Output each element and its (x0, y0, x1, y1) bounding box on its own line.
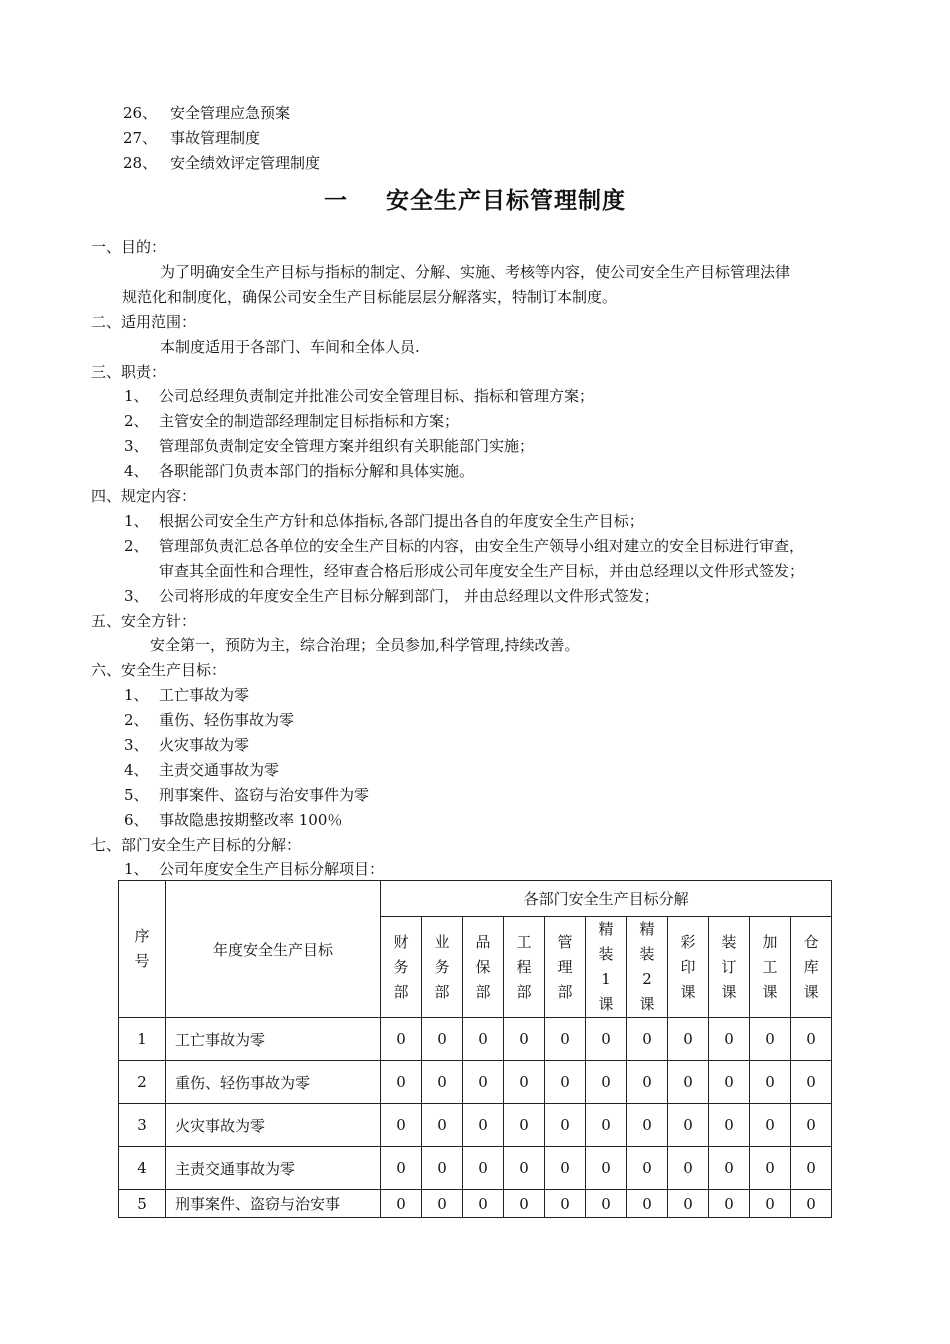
header-department-char: 精 (598, 920, 614, 938)
row-value: 0 (463, 1147, 504, 1190)
list-item (124, 586, 659, 606)
section-heading-scope: 二、适用范围： (91, 313, 197, 331)
list-number: 5、 (124, 786, 149, 804)
header-department (709, 917, 750, 1018)
list-number: 2、 (124, 412, 149, 430)
row-seq: 3 (119, 1104, 166, 1147)
list-text: 主管安全的制造部经理制定目标指标和方案； (159, 412, 460, 430)
row-target: 主责交通事故为零 (166, 1147, 381, 1190)
purpose-text-line: 为了明确安全生产目标与指标的制定、分解、实施、考核等内容，使公司安全生产目标管理法律 (160, 263, 791, 281)
header-department-char: 管 (557, 932, 573, 951)
list-text: 重伤、轻伤事故为零 (159, 711, 295, 729)
row-value: 0 (586, 1018, 627, 1061)
toc-item (123, 153, 320, 173)
row-value: 0 (586, 1061, 627, 1104)
row-value: 0 (381, 1190, 422, 1218)
header-department-char: 课 (762, 982, 778, 1001)
list-item (124, 735, 249, 755)
purpose-text-line: 规范化和制度化，确保公司安全生产目标能层层分解落实，特制订本制度。 (122, 288, 618, 306)
toc-number: 26、 (123, 104, 158, 122)
row-value: 0 (463, 1018, 504, 1061)
header-department-char: 课 (680, 982, 696, 1001)
header-department (586, 917, 627, 1018)
list-item (124, 536, 804, 556)
table-header-row (119, 881, 832, 917)
header-department-char: 部 (434, 982, 450, 1001)
list-text: 管理部负责制定安全管理方案并组织有关职能部门实施； (159, 437, 535, 455)
row-target: 刑事案件、盗窃与治安事 (166, 1190, 381, 1218)
header-department-char: 业 (434, 932, 450, 951)
header-seq-char: 序 (134, 927, 150, 945)
row-seq: 4 (119, 1147, 166, 1190)
row-value: 0 (750, 1018, 791, 1061)
list-text: 火灾事故为零 (159, 736, 250, 754)
row-value: 0 (422, 1018, 463, 1061)
row-value: 0 (504, 1147, 545, 1190)
row-value: 0 (709, 1061, 750, 1104)
row-value: 0 (545, 1147, 586, 1190)
header-department-char: 课 (803, 982, 819, 1001)
row-value: 0 (422, 1061, 463, 1104)
toc-text: 安全绩效评定管理制度 (170, 154, 321, 172)
row-value: 0 (791, 1061, 832, 1104)
header-department-char: 印 (680, 957, 696, 976)
header-department (504, 917, 545, 1018)
section-heading-duties: 三、职责： (91, 363, 167, 381)
list-number: 2、 (124, 537, 149, 555)
list-text: 根据公司安全生产方针和总体指标,各部门提出各自的年度安全生产目标； (159, 512, 644, 530)
list-number: 4、 (124, 462, 149, 480)
row-value: 0 (504, 1104, 545, 1147)
page-title (0, 186, 950, 216)
table-row (119, 1018, 832, 1061)
list-number: 3、 (124, 587, 149, 605)
list-item (124, 461, 474, 481)
section-heading-purpose: 一、目的： (91, 238, 167, 256)
row-value: 0 (422, 1190, 463, 1218)
department-targets-table (118, 880, 832, 1218)
header-department-char: 2 (642, 970, 652, 988)
row-value: 0 (627, 1147, 668, 1190)
header-department-char: 装 (598, 945, 614, 963)
row-value: 0 (668, 1104, 709, 1147)
header-department-char: 品 (475, 932, 491, 951)
list-number: 1、 (124, 387, 149, 405)
list-text: 工亡事故为零 (159, 686, 250, 704)
list-text: 公司年度安全生产目标分解项目： (159, 860, 385, 878)
header-department (422, 917, 463, 1018)
header-seq (119, 881, 166, 1018)
scope-text: 本制度适用于各部门、车间和全体人员. (160, 338, 420, 356)
row-value: 0 (586, 1147, 627, 1190)
row-value: 0 (627, 1190, 668, 1218)
toc-item (123, 128, 260, 148)
header-department-char: 彩 (680, 932, 696, 951)
row-value: 0 (381, 1104, 422, 1147)
header-department-char: 工 (516, 932, 532, 951)
header-department-char: 财 (393, 932, 409, 951)
list-number: 1、 (124, 860, 149, 878)
row-value: 0 (381, 1018, 422, 1061)
list-text: 主责交通事故为零 (159, 761, 280, 779)
header-department (627, 917, 668, 1018)
toc-text: 事故管理制度 (170, 129, 261, 147)
header-department-char: 课 (639, 995, 655, 1013)
row-value: 0 (668, 1147, 709, 1190)
title-number: 一 (324, 188, 348, 214)
header-department-char: 仓 (803, 932, 819, 951)
header-department-char: 部 (516, 982, 532, 1001)
row-value: 0 (586, 1104, 627, 1147)
row-seq: 1 (119, 1018, 166, 1061)
list-number: 3、 (124, 736, 149, 754)
header-department-char: 工 (762, 957, 778, 976)
list-text: 管理部负责汇总各单位的安全生产目标的内容，由安全生产领导小组对建立的安全目标进行审查， (159, 537, 805, 555)
section-heading-breakdown: 七、部门安全生产目标的分解： (91, 836, 302, 854)
header-department-char: 课 (721, 982, 737, 1001)
title-text: 安全生产目标管理制度 (386, 188, 626, 214)
header-department-char: 务 (393, 957, 409, 976)
list-text: 刑事案件、盗窃与治安事件为零 (159, 786, 370, 804)
list-item (124, 859, 384, 879)
policy-text: 安全第一，预防为主，综合治理；全员参加,科学管理,持续改善。 (150, 636, 580, 654)
row-value: 0 (422, 1147, 463, 1190)
header-annual-target: 年度安全生产目标 (166, 881, 381, 1018)
toc-text: 安全管理应急预案 (170, 104, 291, 122)
header-seq-char: 号 (134, 952, 150, 970)
list-text: 各职能部门负责本部门的指标分解和具体实施。 (159, 462, 475, 480)
list-number: 1、 (124, 686, 149, 704)
row-value: 0 (668, 1190, 709, 1218)
list-item (124, 511, 644, 531)
header-department-char: 务 (434, 957, 450, 976)
row-value: 0 (504, 1061, 545, 1104)
header-department-char: 课 (598, 995, 614, 1013)
row-value: 0 (709, 1018, 750, 1061)
toc-number: 28、 (123, 154, 158, 172)
row-value: 0 (381, 1147, 422, 1190)
row-value: 0 (668, 1018, 709, 1061)
row-value: 0 (545, 1190, 586, 1218)
toc-item (123, 103, 290, 123)
row-value: 0 (504, 1018, 545, 1061)
section-heading-rules: 四、规定内容： (91, 487, 197, 505)
header-department (791, 917, 832, 1018)
list-number: 4、 (124, 761, 149, 779)
row-value: 0 (709, 1190, 750, 1218)
toc-number: 27、 (123, 129, 158, 147)
row-value: 0 (627, 1104, 668, 1147)
list-text: 公司将形成的年度安全生产目标分解到部门， 并由总经理以文件形式签发； (159, 587, 659, 605)
list-text: 事故隐患按期整改率 100％ (159, 811, 343, 829)
row-target: 重伤、轻伤事故为零 (166, 1061, 381, 1104)
section-heading-policy: 五、安全方针： (91, 612, 197, 630)
header-department-char: 精 (639, 920, 655, 938)
header-department-char: 装 (721, 932, 737, 951)
header-department-char: 程 (516, 957, 532, 976)
list-number: 1、 (124, 512, 149, 530)
list-number: 6、 (124, 811, 149, 829)
header-department-char: 部 (393, 982, 409, 1001)
row-value: 0 (545, 1061, 586, 1104)
table-row (119, 1147, 832, 1190)
row-value: 0 (463, 1190, 504, 1218)
header-department-char: 装 (639, 945, 655, 963)
row-value: 0 (791, 1190, 832, 1218)
row-value: 0 (750, 1190, 791, 1218)
table-row (119, 1061, 832, 1104)
header-department (750, 917, 791, 1018)
header-department (381, 917, 422, 1018)
list-text-continuation: 审查其全面性和合理性，经审查合格后形成公司年度安全生产目标，并由总经理以文件形式签发； (159, 562, 805, 580)
header-department-char: 加 (762, 932, 778, 951)
table-row (119, 1190, 832, 1218)
row-value: 0 (545, 1018, 586, 1061)
row-value: 0 (627, 1018, 668, 1061)
row-value: 0 (668, 1061, 709, 1104)
row-value: 0 (504, 1190, 545, 1218)
table-row (119, 1104, 832, 1147)
row-value: 0 (709, 1147, 750, 1190)
header-department-char: 保 (475, 957, 491, 976)
row-value: 0 (709, 1104, 750, 1147)
section-heading-goals: 六、安全生产目标： (91, 661, 227, 679)
row-value: 0 (627, 1061, 668, 1104)
header-department (463, 917, 504, 1018)
header-department-char: 理 (557, 957, 573, 976)
header-department-char: 订 (721, 957, 737, 976)
list-item (124, 710, 294, 730)
row-value: 0 (545, 1104, 586, 1147)
row-value: 0 (750, 1147, 791, 1190)
row-value: 0 (791, 1018, 832, 1061)
row-value: 0 (750, 1061, 791, 1104)
row-value: 0 (422, 1104, 463, 1147)
row-value: 0 (791, 1147, 832, 1190)
header-department-char: 部 (475, 982, 491, 1001)
row-seq: 5 (119, 1190, 166, 1218)
row-value: 0 (791, 1104, 832, 1147)
list-text: 公司总经理负责制定并批准公司安全管理目标、指标和管理方案； (159, 387, 595, 405)
list-item (124, 685, 249, 705)
list-item (124, 760, 279, 780)
row-seq: 2 (119, 1061, 166, 1104)
header-department (545, 917, 586, 1018)
list-item (124, 436, 534, 456)
header-department-breakdown: 各部门安全生产目标分解 (381, 881, 832, 917)
row-target: 工亡事故为零 (166, 1018, 381, 1061)
list-number: 3、 (124, 437, 149, 455)
list-item (124, 411, 459, 431)
row-value: 0 (463, 1061, 504, 1104)
list-item (124, 810, 342, 830)
row-value: 0 (586, 1190, 627, 1218)
header-department-char: 部 (557, 982, 573, 1001)
row-value: 0 (750, 1104, 791, 1147)
row-value: 0 (463, 1104, 504, 1147)
list-number: 2、 (124, 711, 149, 729)
list-item (124, 386, 594, 406)
header-department-char: 库 (803, 957, 819, 976)
row-target: 火灾事故为零 (166, 1104, 381, 1147)
row-value: 0 (381, 1061, 422, 1104)
list-item (124, 785, 369, 805)
header-department-char: 1 (601, 970, 611, 988)
header-department (668, 917, 709, 1018)
